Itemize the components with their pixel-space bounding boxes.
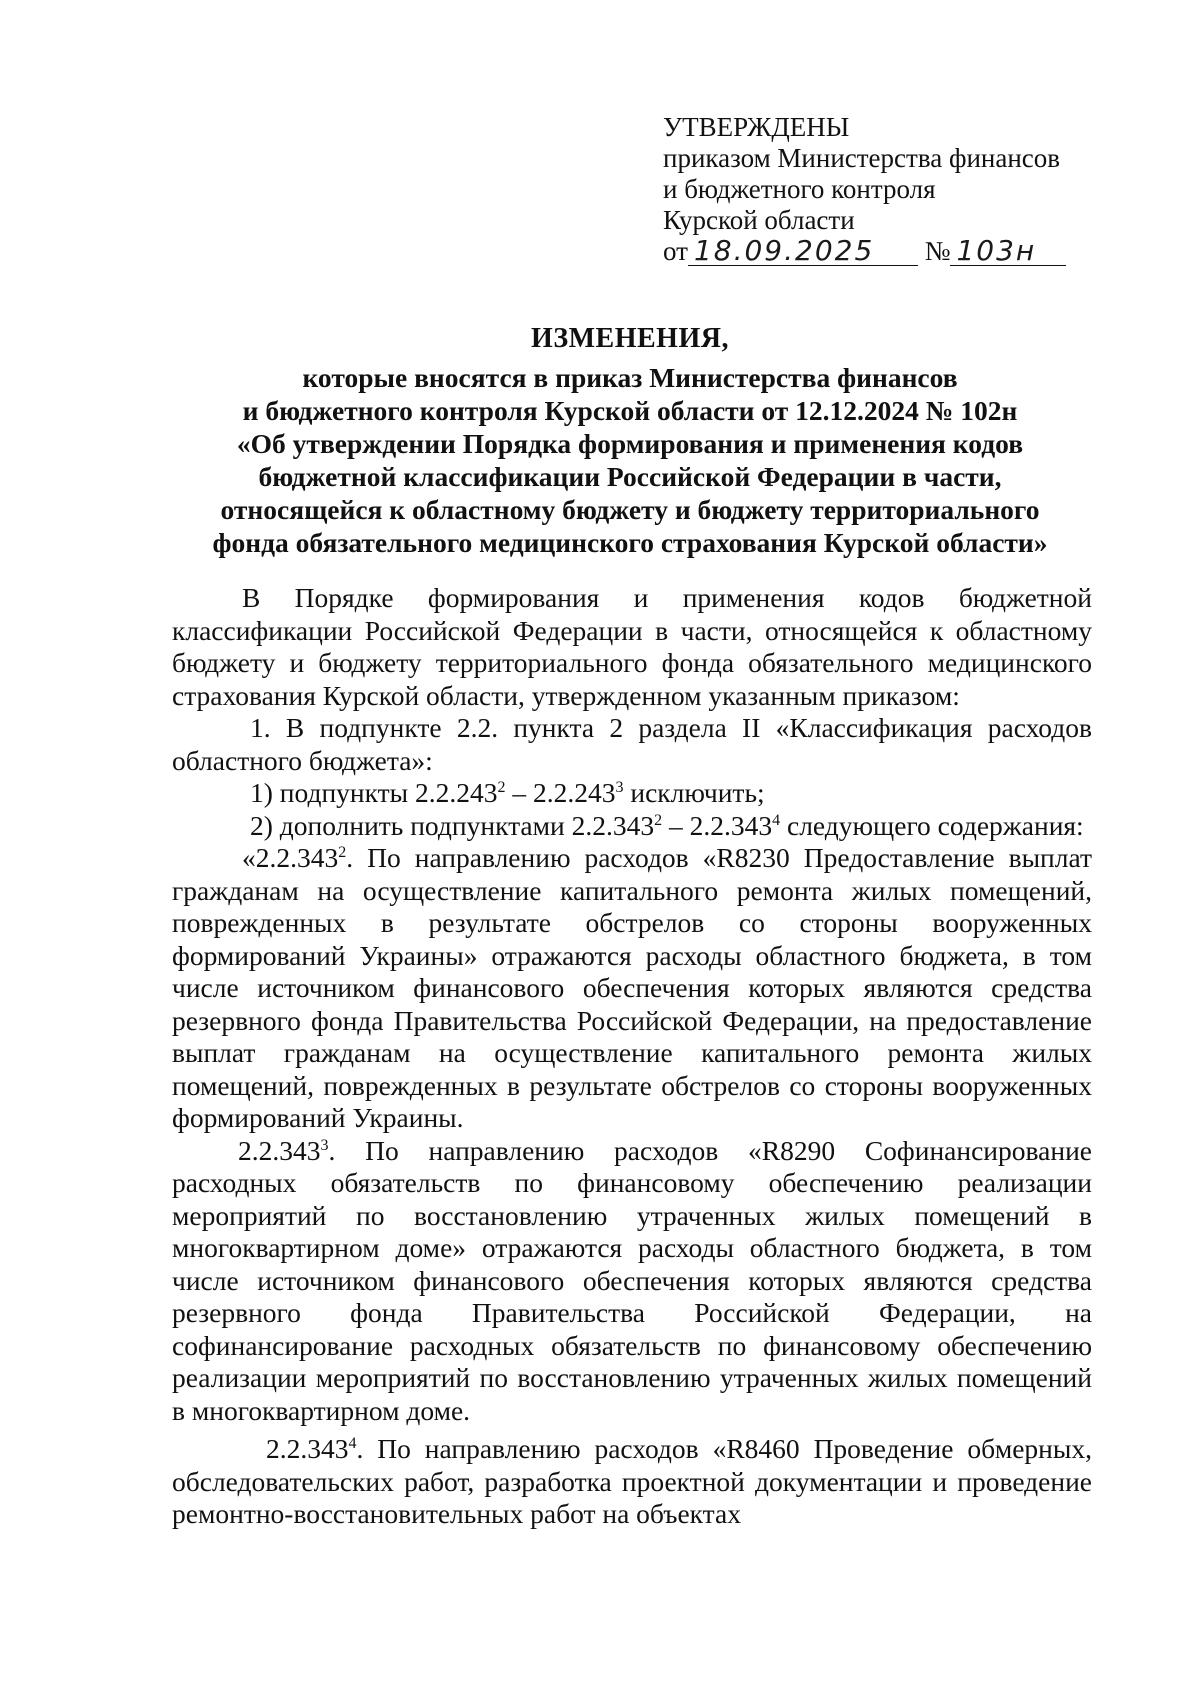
number-sign: № bbox=[924, 236, 951, 266]
text-run: 2) дополнить подпунктами 2.2.343 bbox=[250, 809, 655, 841]
superscript: 2 bbox=[654, 811, 663, 829]
text-run: – 2.2.243 bbox=[505, 777, 616, 808]
approval-line: Курской области bbox=[663, 205, 855, 235]
text-run: . По направлению расходов «R8290 Софинансирование расходных обязательств по финансовому обеспечению реализации мероприятий по восстановлению утраченных жилых помещений в многоквартирном доме» отражаются расходы областного бюджета, в том числе источником финансового обеспечения которых являются средства резервного фонда Правительства Российской Федерации, на софинансирование расходных обязательств по финансовому обеспечению реализации мероприятий по восстановлению утраченных жилых помещений в многоквартирном доме. bbox=[172, 1134, 1092, 1426]
approval-date-number bbox=[663, 236, 1133, 267]
text-run: 2.2.343 bbox=[266, 1433, 349, 1464]
paragraph-2-2-343-4 bbox=[172, 1433, 1092, 1531]
superscript: 4 bbox=[772, 811, 781, 829]
heading-line: «Об утверждении Порядка формирования и применения кодов bbox=[236, 428, 1024, 459]
superscript: 4 bbox=[348, 1434, 357, 1452]
heading-title: ИЗМЕНЕНИЯ, bbox=[531, 323, 729, 354]
paragraph-2-2-343-2 bbox=[172, 842, 1092, 1135]
heading-line: относящейся к областному бюджету и бюджету территориального bbox=[220, 494, 1040, 525]
paragraph-subitem-2 bbox=[172, 810, 1092, 843]
text-run: – 2.2.343 bbox=[662, 809, 773, 841]
date-prefix: от bbox=[663, 236, 688, 266]
paragraph-subitem-1 bbox=[172, 777, 1092, 810]
approval-line: приказом Министерства финансов bbox=[663, 143, 1061, 173]
text-run: 1) подпункты 2.2.243 bbox=[250, 777, 498, 808]
text-run: . По направлению расходов «R8460 Проведение обмерных, обследовательских работ, разработка проектной документации и проведение ремонтно-восстановительных работ на объектах bbox=[172, 1433, 1092, 1529]
approval-block bbox=[663, 112, 1133, 267]
heading-line: бюджетной классификации Российской Федерации в части, bbox=[258, 461, 1002, 492]
superscript: 2 bbox=[497, 778, 506, 796]
paragraph-intro: В Порядке формирования и применения кодов бюджетной классификации Российской Федерации в части, относящейся к областному бюджету и бюджету территориального фонда обязательного медицинского страхования Курской области, утвержденном указанным приказом: bbox=[172, 582, 1092, 711]
text-run: следующего содержания: bbox=[780, 809, 1084, 841]
paragraph-item-1: 1. В подпункте 2.2. пункта 2 раздела II «Классификация расходов областного бюджета»: bbox=[172, 712, 1092, 776]
document-body bbox=[172, 582, 1092, 1531]
superscript: 2 bbox=[338, 843, 347, 861]
superscript: 3 bbox=[615, 778, 624, 796]
superscript: 3 bbox=[320, 1136, 329, 1154]
handwritten-date: 18.09.2025 bbox=[688, 237, 918, 266]
approval-line: и бюджетного контроля bbox=[663, 174, 936, 204]
document-heading bbox=[170, 322, 1090, 559]
heading-line: фонда обязательного медицинского страхования Курской области» bbox=[212, 527, 1048, 558]
heading-line: которые вносятся в приказ Министерства финансов bbox=[302, 362, 958, 393]
text-run: исключить; bbox=[623, 777, 765, 808]
handwritten-number: 103н bbox=[950, 237, 1066, 266]
text-run: 2.2.343 bbox=[238, 1134, 321, 1166]
approval-title: УТВЕРЖДЕНЫ bbox=[663, 112, 850, 142]
text-run: «2.2.343 bbox=[242, 842, 339, 873]
paragraph-2-2-343-3 bbox=[172, 1135, 1092, 1428]
heading-line: и бюджетного контроля Курской области от 12.12.2024 № 102н bbox=[242, 395, 1018, 426]
text-run: . По направлению расходов «R8230 Предоставление выплат гражданам на осуществление капитального ремонта жилых помещений, поврежденных в результате обстрелов со стороны вооруженных формирований Украины» отражаются расходы областного бюджета, в том числе источником финансового обеспечения которых являются средства резервного фонда Правительства Российской Федерации, на предоставление выплат гражданам на осуществление капитального ремонта жилых помещений, поврежденных в результате обстрелов со стороны вооруженных формирований Украины. bbox=[172, 842, 1092, 1133]
